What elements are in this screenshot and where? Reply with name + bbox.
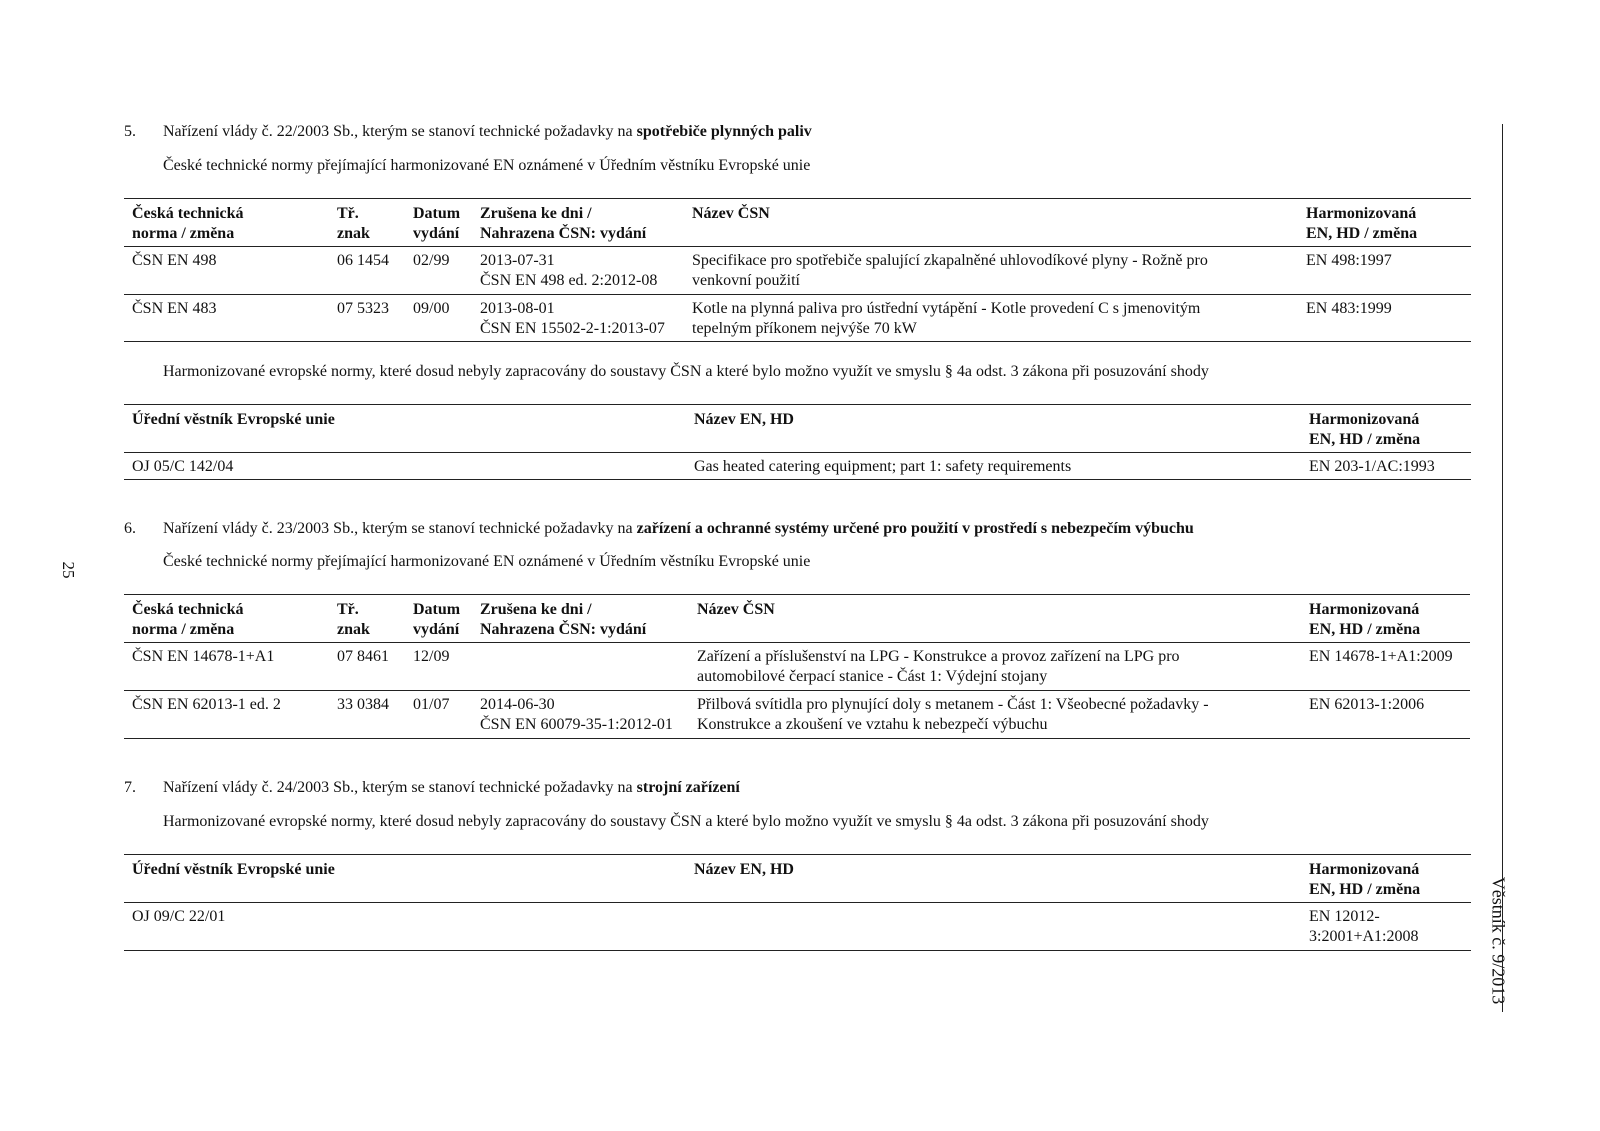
section-heading: Nařízení vlády č. 23/2003 Sb., kterým se stanoví technické požadavky na zařízení a ochranné systémy určené pro použití v prostředí s nebezpečím výbuchu	[163, 520, 1194, 537]
section-subheading: Harmonizované evropské normy, které dosud nebyly zapracovány do soustavy ČSN a které bylo možno využít ve smyslu § 4a odst. 3 zákona při posuzování shody	[163, 363, 1209, 380]
column-header: znak	[337, 225, 370, 242]
column-header: Datum	[413, 205, 461, 222]
column-header: Název ČSN	[692, 205, 770, 222]
column-header: EN, HD / změna	[1309, 621, 1421, 638]
table-cell: 07 8461	[337, 648, 389, 665]
column-header: norma / změna	[132, 225, 235, 242]
table-cell: OJ 05/C 142/04	[132, 458, 234, 475]
table-cell: 33 0384	[337, 696, 389, 713]
table-cell: 3:2001+A1:2008	[1309, 928, 1419, 945]
column-header: Nahrazena ČSN: vydání	[480, 621, 647, 638]
table-cell: ČSN EN 14678-1+A1	[132, 648, 275, 665]
table-cell: ČSN EN 15502-2-1:2013-07	[480, 320, 665, 337]
section-subheading: České technické normy přejímající harmonizované EN oznámené v Úředním věstníku Evropské unie	[163, 157, 811, 174]
table-cell: Gas heated catering equipment; part 1: safety requirements	[694, 458, 1072, 475]
table-cell: 01/07	[413, 696, 450, 713]
column-header: norma / změna	[132, 621, 235, 638]
column-header: znak	[337, 621, 370, 638]
table-rule	[124, 690, 1470, 691]
table-cell: ČSN EN 498 ed. 2:2012-08	[480, 272, 658, 289]
column-header: Zrušena ke dni /	[480, 205, 592, 222]
table-rule	[124, 950, 1471, 951]
table-cell: venkovní použití	[692, 272, 800, 289]
table-cell: Kotle na plynná paliva pro ústřední vytápění - Kotle provedení C s jmenovitým	[692, 300, 1201, 317]
column-header: Tř.	[337, 601, 359, 618]
table-cell: tepelným příkonem nejvýše 70 kW	[692, 320, 917, 337]
column-header: EN, HD / změna	[1309, 881, 1421, 898]
column-header: Česká technická	[132, 205, 244, 222]
table-rule	[124, 902, 1471, 903]
table-cell: ČSN EN 62013-1 ed. 2	[132, 696, 281, 713]
table-cell: Zařízení a příslušenství na LPG - Konstrukce a provoz zařízení na LPG pro	[697, 648, 1180, 665]
column-header: Úřední věstník Evropské unie	[132, 411, 335, 428]
table-rule	[124, 198, 1471, 199]
table-cell: EN 14678-1+A1:2009	[1309, 648, 1453, 665]
column-header: Česká technická	[132, 601, 244, 618]
column-header: Harmonizovaná	[1309, 601, 1420, 618]
table-cell: 09/00	[413, 300, 450, 317]
table-cell: Konstrukce a zkoušení ve vztahu k nebezpečí výbuchu	[697, 716, 1048, 733]
column-header: EN, HD / změna	[1306, 225, 1418, 242]
table-rule	[124, 341, 1471, 342]
column-header: vydání	[413, 621, 460, 638]
table-cell: EN 62013-1:2006	[1309, 696, 1425, 713]
table-rule	[124, 594, 1470, 595]
table-rule	[124, 294, 1471, 295]
column-header: Datum	[413, 601, 461, 618]
table-cell: ČSN EN 60079-35-1:2012-01	[480, 716, 673, 733]
table-cell: ČSN EN 483	[132, 300, 217, 317]
column-header: Harmonizovaná	[1306, 205, 1417, 222]
column-header: Název ČSN	[697, 601, 775, 618]
table-cell: OJ 09/C 22/01	[132, 908, 226, 925]
table-cell: Přilbová svítidla pro plynující doly s metanem - Část 1: Všeobecné požadavky -	[697, 696, 1209, 713]
section-subheading: České technické normy přejímající harmonizované EN oznámené v Úředním věstníku Evropské unie	[163, 553, 811, 570]
table-cell: 06 1454	[337, 252, 389, 269]
section-number: 5.	[124, 123, 136, 140]
table-cell: 02/99	[413, 252, 450, 269]
table-rule	[124, 246, 1471, 247]
column-header: Úřední věstník Evropské unie	[132, 861, 335, 878]
section-heading: Nařízení vlády č. 22/2003 Sb., kterým se stanoví technické požadavky na spotřebiče plynných paliv	[163, 123, 812, 140]
table-cell: EN 12012-	[1309, 908, 1380, 925]
page-number: 25	[59, 561, 78, 579]
column-header: Harmonizovaná	[1309, 861, 1420, 878]
column-header: Tř.	[337, 205, 359, 222]
table-rule	[124, 452, 1471, 453]
table-cell: 2014-06-30	[480, 696, 555, 713]
column-header: Zrušena ke dni /	[480, 601, 592, 618]
column-header: EN, HD / změna	[1309, 431, 1421, 448]
table-cell: ČSN EN 498	[132, 252, 217, 269]
running-head: Věstník č. 9/2013	[1488, 876, 1509, 1005]
table-rule	[124, 738, 1470, 739]
table-rule	[124, 404, 1471, 405]
right-rule	[1502, 124, 1503, 1012]
table-rule	[124, 854, 1471, 855]
column-header: Nahrazena ČSN: vydání	[480, 225, 647, 242]
column-header: vydání	[413, 225, 460, 242]
section-number: 7.	[124, 779, 136, 796]
section-number: 6.	[124, 520, 136, 537]
column-header: Název EN, HD	[694, 861, 794, 878]
table-cell: 07 5323	[337, 300, 389, 317]
table-rule	[124, 479, 1471, 480]
section-heading: Nařízení vlády č. 24/2003 Sb., kterým se stanoví technické požadavky na strojní zařízení	[163, 779, 740, 796]
table-rule	[124, 642, 1470, 643]
table-cell: automobilové čerpací stanice - Část 1: Výdejní stojany	[697, 668, 1048, 685]
column-header: Harmonizovaná	[1309, 411, 1420, 428]
table-cell: 2013-07-31	[480, 252, 555, 269]
table-cell: EN 203-1/AC:1993	[1309, 458, 1435, 475]
column-header: Název EN, HD	[694, 411, 794, 428]
section-subheading: Harmonizované evropské normy, které dosud nebyly zapracovány do soustavy ČSN a které bylo možno využít ve smyslu § 4a odst. 3 zákona při posuzování shody	[163, 813, 1209, 830]
table-cell: EN 498:1997	[1306, 252, 1392, 269]
table-cell: EN 483:1999	[1306, 300, 1392, 317]
table-cell: Specifikace pro spotřebiče spalující zkapalněné uhlovodíkové plyny - Rožně pro	[692, 252, 1208, 269]
table-cell: 12/09	[413, 648, 450, 665]
table-cell: 2013-08-01	[480, 300, 555, 317]
